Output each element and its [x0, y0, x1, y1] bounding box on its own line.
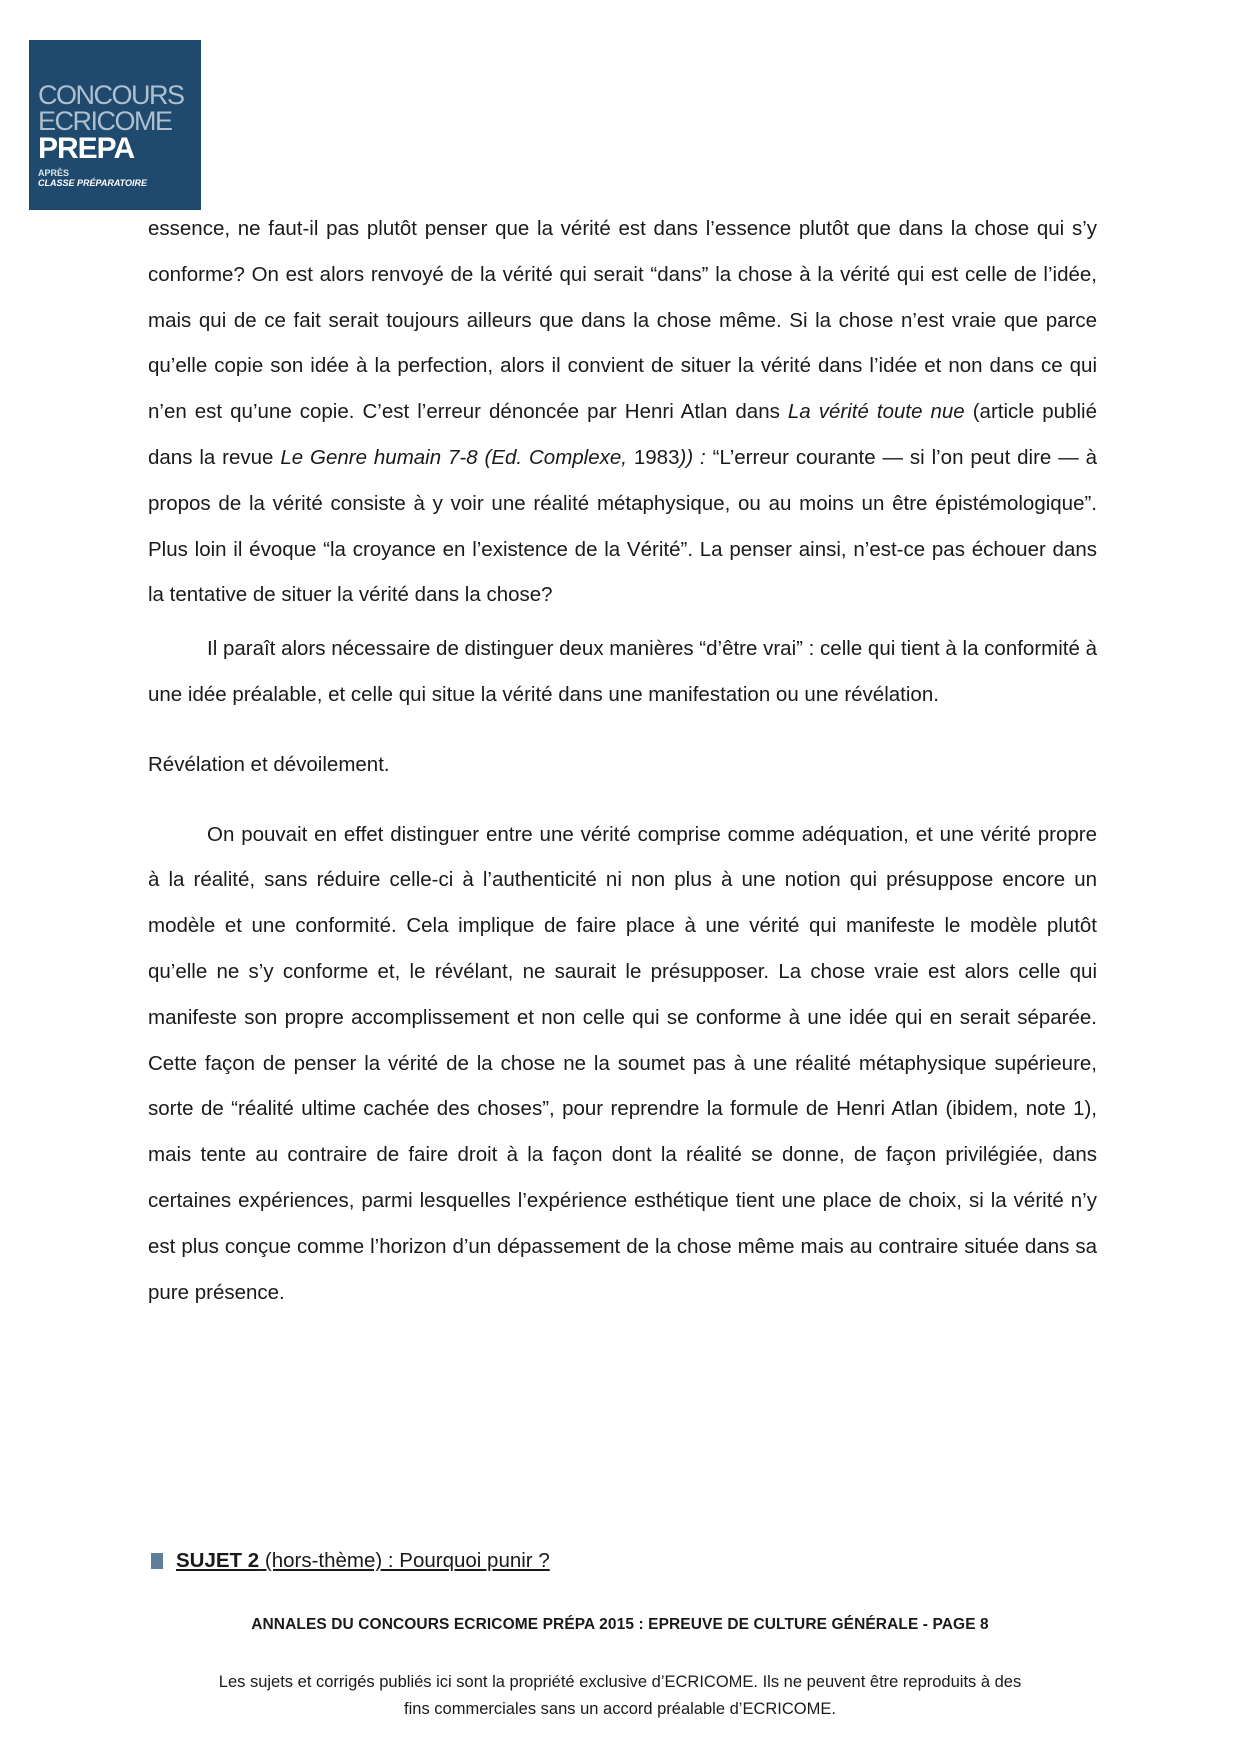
p1-text-a: essence, ne faut-il pas plutôt penser que la vérité est dans l’essence plutôt que dans la chose qui s’y conforme? On est alors renvoyé de la vérité qui serait “dans” la chose à la vérité qui est celle de l’idée, mais qui de ce fait serait toujours ailleurs que dans la chose même. Si la chose n’est vraie que parce qu’elle copie son idée à la perfection, alors il convient de situer la vérité dans l’idée et non dans ce qui n’en est qu’une copie. C’est l’erreur dénoncée par Henri Atlan dans: [148, 217, 1097, 424]
footer-note-line-2: fins commerciales sans un accord préalable d’ECRICOME.: [404, 1700, 836, 1718]
paragraph-2: Il paraît alors nécessaire de distinguer deux manières “d’être vrai” : celle qui tient à la conformité à une idée préalable, et celle qui situe la vérité dans une manifestation ou une révélation.: [148, 637, 1097, 706]
footer-copyright: [140, 1669, 1100, 1723]
p1-title-verite: La vérité toute nue: [787, 400, 965, 424]
footer-note-line-1: Les sujets et corrigés publiés ici sont la propriété exclusive d’ECRICOME. Ils ne peuvent être reproduits à des: [218, 1673, 1022, 1691]
document-body: [148, 206, 1097, 1315]
logo-line-prepa: PREPA: [38, 132, 135, 165]
ecricome-logo: [29, 40, 201, 210]
subject-2-heading: [151, 1547, 550, 1575]
square-bullet-icon: [151, 1553, 163, 1569]
subject-label: [176, 1547, 550, 1575]
p1-text-d: “L’erreur courante — si l’on peut dire — à propos de la vérité consiste à y voir une réalité métaphysique, ou au moins un être épistémologique”. Plus loin il évoque “la croyance en l’existence de la Vérité”. La penser ainsi, n’est-ce pas échouer dans la tentative de situer la vérité dans la chose?: [148, 445, 1098, 607]
paragraph-1: [148, 206, 1097, 618]
p1-text-b: (article publié dans la revue: [148, 400, 1097, 469]
logo-line-ecricome: ECRICOME: [38, 106, 172, 136]
section-heading: Révélation et dévoilement.: [148, 752, 390, 776]
footer-title: ANNALES DU CONCOURS ECRICOME PRÉPA 2015 : EPREUVE DE CULTURE GÉNÉRALE - PAGE 8: [251, 1616, 989, 1633]
subject-title: (hors-thème) : Pourquoi punir ?: [259, 1549, 550, 1572]
logo-line-apres: APRÈS: [38, 168, 70, 178]
logo-line-concours: CONCOURS: [38, 80, 184, 110]
paragraph-3: On pouvait en effet distinguer entre une vérité comprise comme adéquation, et une vérité propre à la réalité, sans réduire celle-ci à l’authenticité ni non plus à une notion qui présuppose encore un modèle et une conformité. Cela implique de faire place à une vérité qui manifeste le modèle plutôt qu’elle ne s’y conforme et, le révélant, ne saurait le présupposer. La chose vraie est alors celle qui manifeste son propre accomplissement et non celle qui se conforme à une idée qui en serait séparée. Cette façon de penser la vérité de la chose ne la soumet pas à une réalité métaphysique supérieure, sorte de “réalité ultime cachée des choses”, pour reprendre la formule de Henri Atlan (ibidem, note 1), mais tente au contraire de faire droit à la façon dont la réalité se donne, de façon privilégiée, dans certaines expériences, parmi lesquelles l’expérience esthétique tient une place de choix, si la vérité n’y est plus conçue comme l’horizon d’un dépassement de la chose même mais au contraire située dans sa pure présence.: [148, 822, 1097, 1304]
p1-revue-title: Le Genre humain 7-8 (Ed. Complexe,: [280, 445, 627, 469]
p1-text-c: 1983: [627, 445, 680, 469]
subject-number: SUJET 2: [176, 1549, 260, 1572]
logo-line-classe: CLASSE PRÉPARATOIRE: [38, 178, 148, 188]
p1-paren: )) :: [679, 445, 706, 469]
